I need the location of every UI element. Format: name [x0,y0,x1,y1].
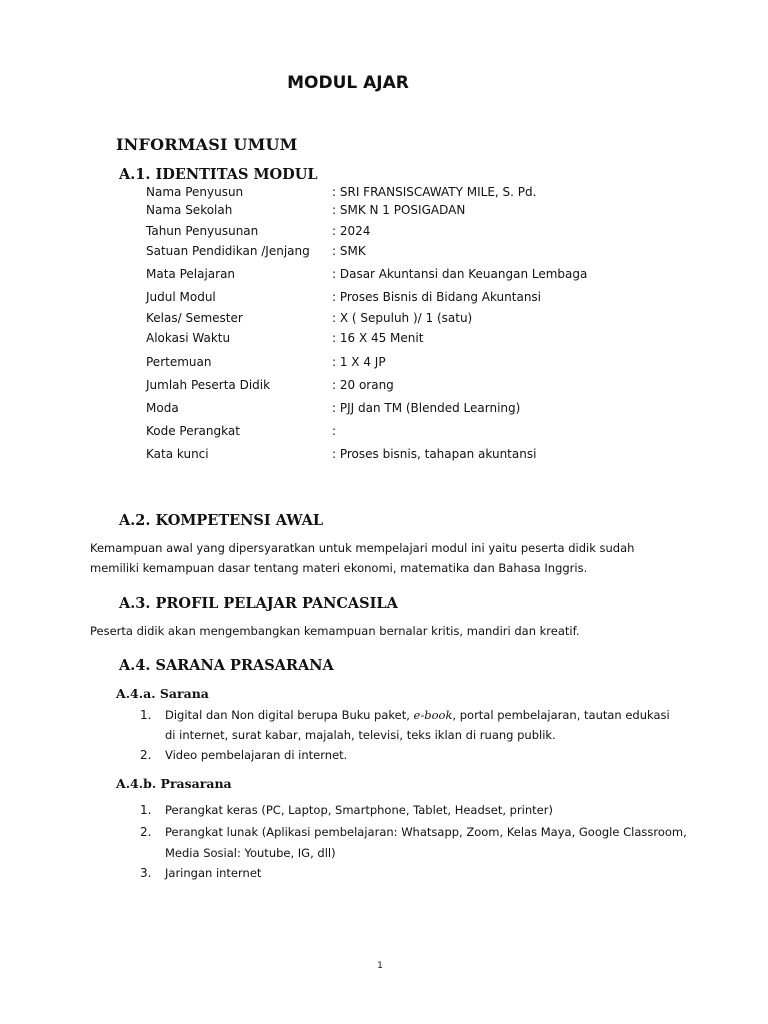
section-heading-informasi-umum: INFORMASI UMUM [116,135,298,154]
list-number: 3. [140,866,152,880]
identity-value: : 1 X 4 JP [332,355,386,369]
heading-kompetensi-awal: A.2. KOMPETENSI AWAL [119,512,324,529]
heading-identitas-modul: A.1. IDENTITAS MODUL [119,166,318,183]
heading-sarana-prasarana: A.4. SARANA PRASARANA [119,657,334,674]
identity-label: Kelas/ Semester [146,311,243,325]
identity-value: : 20 orang [332,378,394,392]
page-number: 1 [377,961,383,971]
list-item-text: Perangkat keras (PC, Laptop, Smartphone, Tablet, Headset, printer) [165,803,553,817]
identity-label: Nama Penyusun [146,185,244,199]
identity-value: : Proses Bisnis di Bidang Akuntansi [332,290,542,304]
list-item-text: Jaringan internet [165,866,262,880]
document-title: MODUL AJAR [287,73,409,93]
identity-label: Tahun Penyusunan [146,224,259,238]
identity-value: : Proses bisnis, tahapan akuntansi [332,447,537,461]
list-item-text-part: , portal pembelajaran, tautan edukasi [452,708,670,722]
identity-label: Alokasi Waktu [146,331,231,345]
subheading-prasarana: A.4.b. Prasarana [116,776,232,791]
paragraph-line: Peserta didik akan mengembangkan kemampuan bernalar kritis, mandiri dan kreatif. [90,624,580,638]
list-item-continuation: Media Sosial: Youtube, IG, dll) [165,846,336,860]
heading-profil-pelajar: A.3. PROFIL PELAJAR PANCASILA [119,595,398,612]
identity-label: Jumlah Peserta Didik [146,378,271,392]
list-item-text [165,708,670,722]
list-item-continuation: di internet, surat kabar, majalah, televisi, teks iklan di ruang publik. [165,728,556,742]
identity-label: Kata kunci [146,447,209,461]
identity-value: : SRI FRANSISCAWATY MILE, S. Pd. [332,185,537,199]
list-item-text-part: Digital dan Non digital berupa Buku paket, [165,708,414,722]
list-number: 2. [140,748,152,762]
identity-label: Kode Perangkat [146,424,240,438]
identity-value: : Dasar Akuntansi dan Keuangan Lembaga [332,267,588,281]
list-item-text: Perangkat lunak (Aplikasi pembelajaran: Whatsapp, Zoom, Kelas Maya, Google Classroom, [165,825,687,839]
subheading-sarana: A.4.a. Sarana [116,686,209,701]
identity-value: : [332,424,337,438]
list-item-text: Video pembelajaran di internet. [165,748,348,762]
list-item-italic-term: e-book [413,708,453,722]
identity-label: Judul Modul [146,290,216,304]
identity-label: Nama Sekolah [146,203,233,217]
paragraph-line: memiliki kemampuan dasar tentang materi ekonomi, matematika dan Bahasa Inggris. [90,561,588,575]
identity-value: : 2024 [332,224,371,238]
identity-value: : PJJ dan TM (Blended Learning) [332,401,521,415]
identity-value: : SMK [332,244,366,258]
identity-value: : SMK N 1 POSIGADAN [332,203,466,217]
list-number: 1. [140,708,152,722]
identity-label: Mata Pelajaran [146,267,236,281]
list-number: 1. [140,803,152,817]
identity-label: Satuan Pendidikan /Jenjang [146,244,310,258]
paragraph-line: Kemampuan awal yang dipersyaratkan untuk mempelajari modul ini yaitu peserta didik sudah [90,541,635,555]
identity-value: : 16 X 45 Menit [332,331,424,345]
list-number: 2. [140,825,152,839]
identity-value: : X ( Sepuluh )/ 1 (satu) [332,311,473,325]
identity-label: Moda [146,401,179,415]
identity-label: Pertemuan [146,355,212,369]
